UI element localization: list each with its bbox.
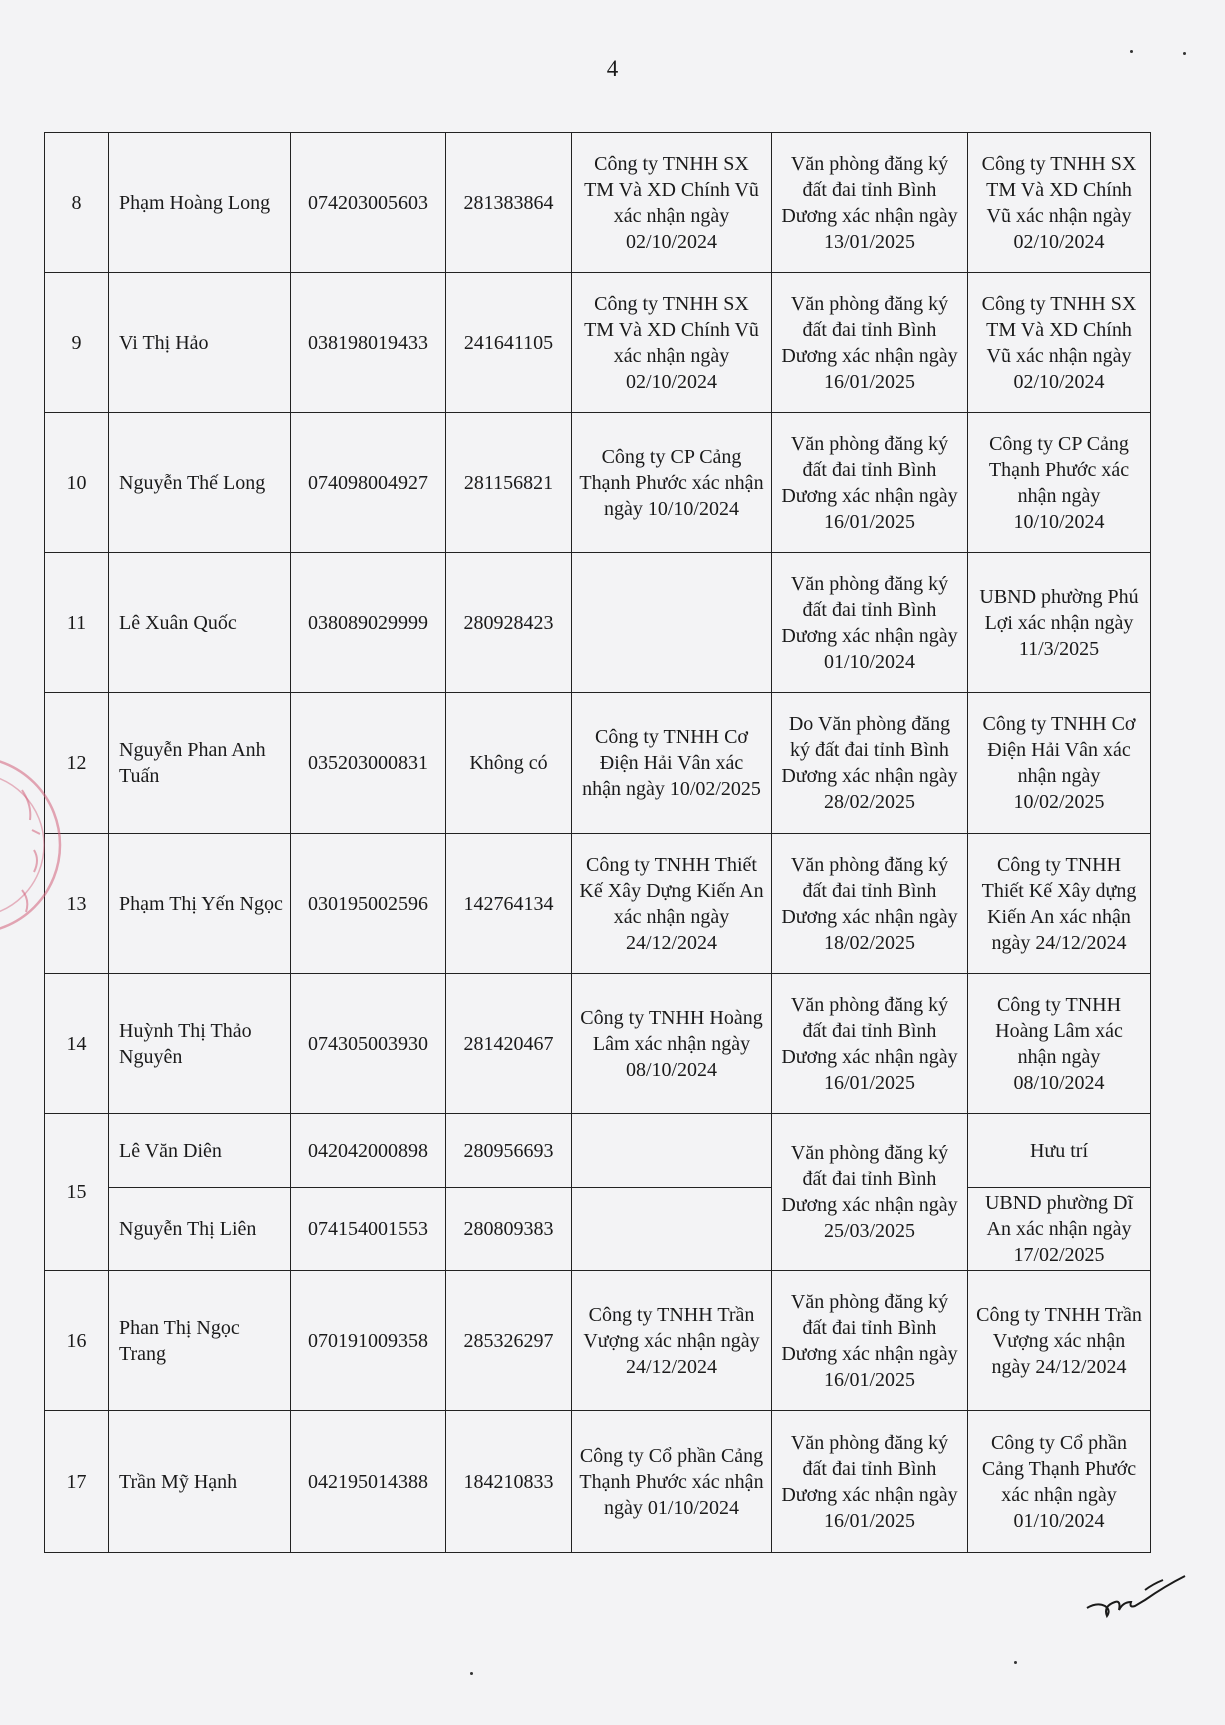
employer-confirmation-cell — [572, 1114, 772, 1188]
table-row — [45, 1188, 1151, 1271]
name-cell: Nguyễn Thị Liên — [109, 1188, 291, 1271]
table-row — [45, 1271, 1151, 1411]
cccd-cell: 042195014388 — [291, 1411, 446, 1553]
residence-confirmation-cell: Công ty TNHH Thiết Kế Xây dựng Kiến An xác nhận ngày 24/12/2024 — [968, 834, 1151, 974]
name-cell: Nguyễn Thế Long — [109, 413, 291, 553]
residence-confirmation-cell: Công ty TNHH SX TM Và XD Chính Vũ xác nhận ngày 02/10/2024 — [968, 273, 1151, 413]
scan-speck — [1130, 50, 1133, 53]
name-cell: Vi Thị Hảo — [109, 273, 291, 413]
residence-confirmation-cell: UBND phường Phú Lợi xác nhận ngày 11/3/2025 — [968, 553, 1151, 693]
confirmation-table — [44, 132, 1151, 1553]
cccd-cell: 030195002596 — [291, 834, 446, 974]
table-row — [45, 1114, 1151, 1188]
name-cell: Trần Mỹ Hạnh — [109, 1411, 291, 1553]
employer-confirmation-cell: Công ty Cổ phần Cảng Thạnh Phước xác nhận ngày 01/10/2024 — [572, 1411, 772, 1553]
residence-confirmation-cell: Công ty TNHH SX TM Và XD Chính Vũ xác nhận ngày 02/10/2024 — [968, 133, 1151, 273]
employer-confirmation-cell: Công ty TNHH Cơ Điện Hải Vân xác nhận ngày 10/02/2025 — [572, 693, 772, 834]
employer-confirmation-cell: Công ty TNHH Thiết Kế Xây Dựng Kiến An xác nhận ngày 24/12/2024 — [572, 834, 772, 974]
stt-cell: 14 — [45, 974, 109, 1114]
cmnd-cell: 281156821 — [446, 413, 572, 553]
land-office-confirmation-cell: Văn phòng đăng ký đất đai tỉnh Bình Dương xác nhận ngày 16/01/2025 — [772, 273, 968, 413]
signature — [1085, 1570, 1205, 1620]
stt-cell: 9 — [45, 273, 109, 413]
name-cell: Phan Thị Ngọc Trang — [109, 1271, 291, 1411]
cccd-cell: 074154001553 — [291, 1188, 446, 1271]
cccd-cell: 042042000898 — [291, 1114, 446, 1188]
scan-speck — [1014, 1661, 1017, 1664]
residence-confirmation-cell: Công ty TNHH Cơ Điện Hải Vân xác nhận ngày 10/02/2025 — [968, 693, 1151, 834]
stt-cell: 11 — [45, 553, 109, 693]
cmnd-cell: 142764134 — [446, 834, 572, 974]
cccd-cell: 038089029999 — [291, 553, 446, 693]
stt-cell: 15 — [45, 1114, 109, 1271]
name-cell: Phạm Thị Yến Ngọc — [109, 834, 291, 974]
stt-cell: 8 — [45, 133, 109, 273]
land-office-confirmation-cell: Văn phòng đăng ký đất đai tỉnh Bình Dương xác nhận ngày 25/03/2025 — [772, 1114, 968, 1271]
name-cell: Lê Văn Diên — [109, 1114, 291, 1188]
red-seal-stamp — [0, 750, 70, 940]
land-office-confirmation-cell: Văn phòng đăng ký đất đai tỉnh Bình Dương xác nhận ngày 16/01/2025 — [772, 974, 968, 1114]
cmnd-cell: 280809383 — [446, 1188, 572, 1271]
residence-confirmation-cell: Công ty TNHH Trần Vượng xác nhận ngày 24/12/2024 — [968, 1271, 1151, 1411]
cccd-cell: 035203000831 — [291, 693, 446, 834]
table-row — [45, 273, 1151, 413]
land-office-confirmation-cell: Văn phòng đăng ký đất đai tỉnh Bình Dương xác nhận ngày 16/01/2025 — [772, 1411, 968, 1553]
employer-confirmation-cell: Công ty TNHH SX TM Và XD Chính Vũ xác nhận ngày 02/10/2024 — [572, 273, 772, 413]
name-cell: Phạm Hoàng Long — [109, 133, 291, 273]
cmnd-cell: 285326297 — [446, 1271, 572, 1411]
employer-confirmation-cell: Công ty TNHH Hoàng Lâm xác nhận ngày 08/10/2024 — [572, 974, 772, 1114]
page-number: 4 — [606, 56, 619, 81]
employer-confirmation-cell: Công ty TNHH Trần Vượng xác nhận ngày 24/12/2024 — [572, 1271, 772, 1411]
land-office-confirmation-cell: Văn phòng đăng ký đất đai tỉnh Bình Dương xác nhận ngày 01/10/2024 — [772, 553, 968, 693]
name-cell: Huỳnh Thị Thảo Nguyên — [109, 974, 291, 1114]
residence-confirmation-cell: Hưu trí — [968, 1114, 1151, 1188]
employer-confirmation-cell: Công ty CP Cảng Thạnh Phước xác nhận ngày 10/10/2024 — [572, 413, 772, 553]
cccd-cell: 074305003930 — [291, 974, 446, 1114]
name-cell: Nguyễn Phan Anh Tuấn — [109, 693, 291, 834]
cmnd-cell: 184210833 — [446, 1411, 572, 1553]
table-row — [45, 553, 1151, 693]
cmnd-cell: 280956693 — [446, 1114, 572, 1188]
cmnd-cell: 241641105 — [446, 273, 572, 413]
cmnd-cell: 281383864 — [446, 133, 572, 273]
table-row — [45, 413, 1151, 553]
stt-cell: 13 — [45, 834, 109, 974]
cccd-cell: 070191009358 — [291, 1271, 446, 1411]
scan-speck — [470, 1672, 473, 1675]
cmnd-cell: 281420467 — [446, 974, 572, 1114]
cmnd-cell: 280928423 — [446, 553, 572, 693]
name-cell: Lê Xuân Quốc — [109, 553, 291, 693]
table-row — [45, 693, 1151, 834]
table-row — [45, 834, 1151, 974]
table-row — [45, 974, 1151, 1114]
table-row — [45, 1411, 1151, 1553]
cccd-cell: 074203005603 — [291, 133, 446, 273]
employer-confirmation-cell — [572, 553, 772, 693]
scan-speck — [1183, 52, 1186, 55]
cccd-cell: 038198019433 — [291, 273, 446, 413]
land-office-confirmation-cell: Do Văn phòng đăng ký đất đai tỉnh Bình Dương xác nhận ngày 28/02/2025 — [772, 693, 968, 834]
land-office-confirmation-cell: Văn phòng đăng ký đất đai tỉnh Bình Dương xác nhận ngày 13/01/2025 — [772, 133, 968, 273]
land-office-confirmation-cell: Văn phòng đăng ký đất đai tỉnh Bình Dương xác nhận ngày 18/02/2025 — [772, 834, 968, 974]
stt-cell: 17 — [45, 1411, 109, 1553]
table-row — [45, 133, 1151, 273]
residence-confirmation-cell: Công ty Cổ phần Cảng Thạnh Phước xác nhận ngày 01/10/2024 — [968, 1411, 1151, 1553]
land-office-confirmation-cell: Văn phòng đăng ký đất đai tỉnh Bình Dương xác nhận ngày 16/01/2025 — [772, 413, 968, 553]
residence-confirmation-cell: UBND phường Dĩ An xác nhận ngày 17/02/2025 — [968, 1188, 1151, 1271]
employer-confirmation-cell — [572, 1188, 772, 1271]
stt-cell: 12 — [45, 693, 109, 834]
land-office-confirmation-cell: Văn phòng đăng ký đất đai tỉnh Bình Dương xác nhận ngày 16/01/2025 — [772, 1271, 968, 1411]
residence-confirmation-cell: Công ty CP Cảng Thạnh Phước xác nhận ngày 10/10/2024 — [968, 413, 1151, 553]
stt-cell: 16 — [45, 1271, 109, 1411]
residence-confirmation-cell: Công ty TNHH Hoàng Lâm xác nhận ngày 08/10/2024 — [968, 974, 1151, 1114]
cmnd-cell: Không có — [446, 693, 572, 834]
cccd-cell: 074098004927 — [291, 413, 446, 553]
employer-confirmation-cell: Công ty TNHH SX TM Và XD Chính Vũ xác nhận ngày 02/10/2024 — [572, 133, 772, 273]
stt-cell: 10 — [45, 413, 109, 553]
